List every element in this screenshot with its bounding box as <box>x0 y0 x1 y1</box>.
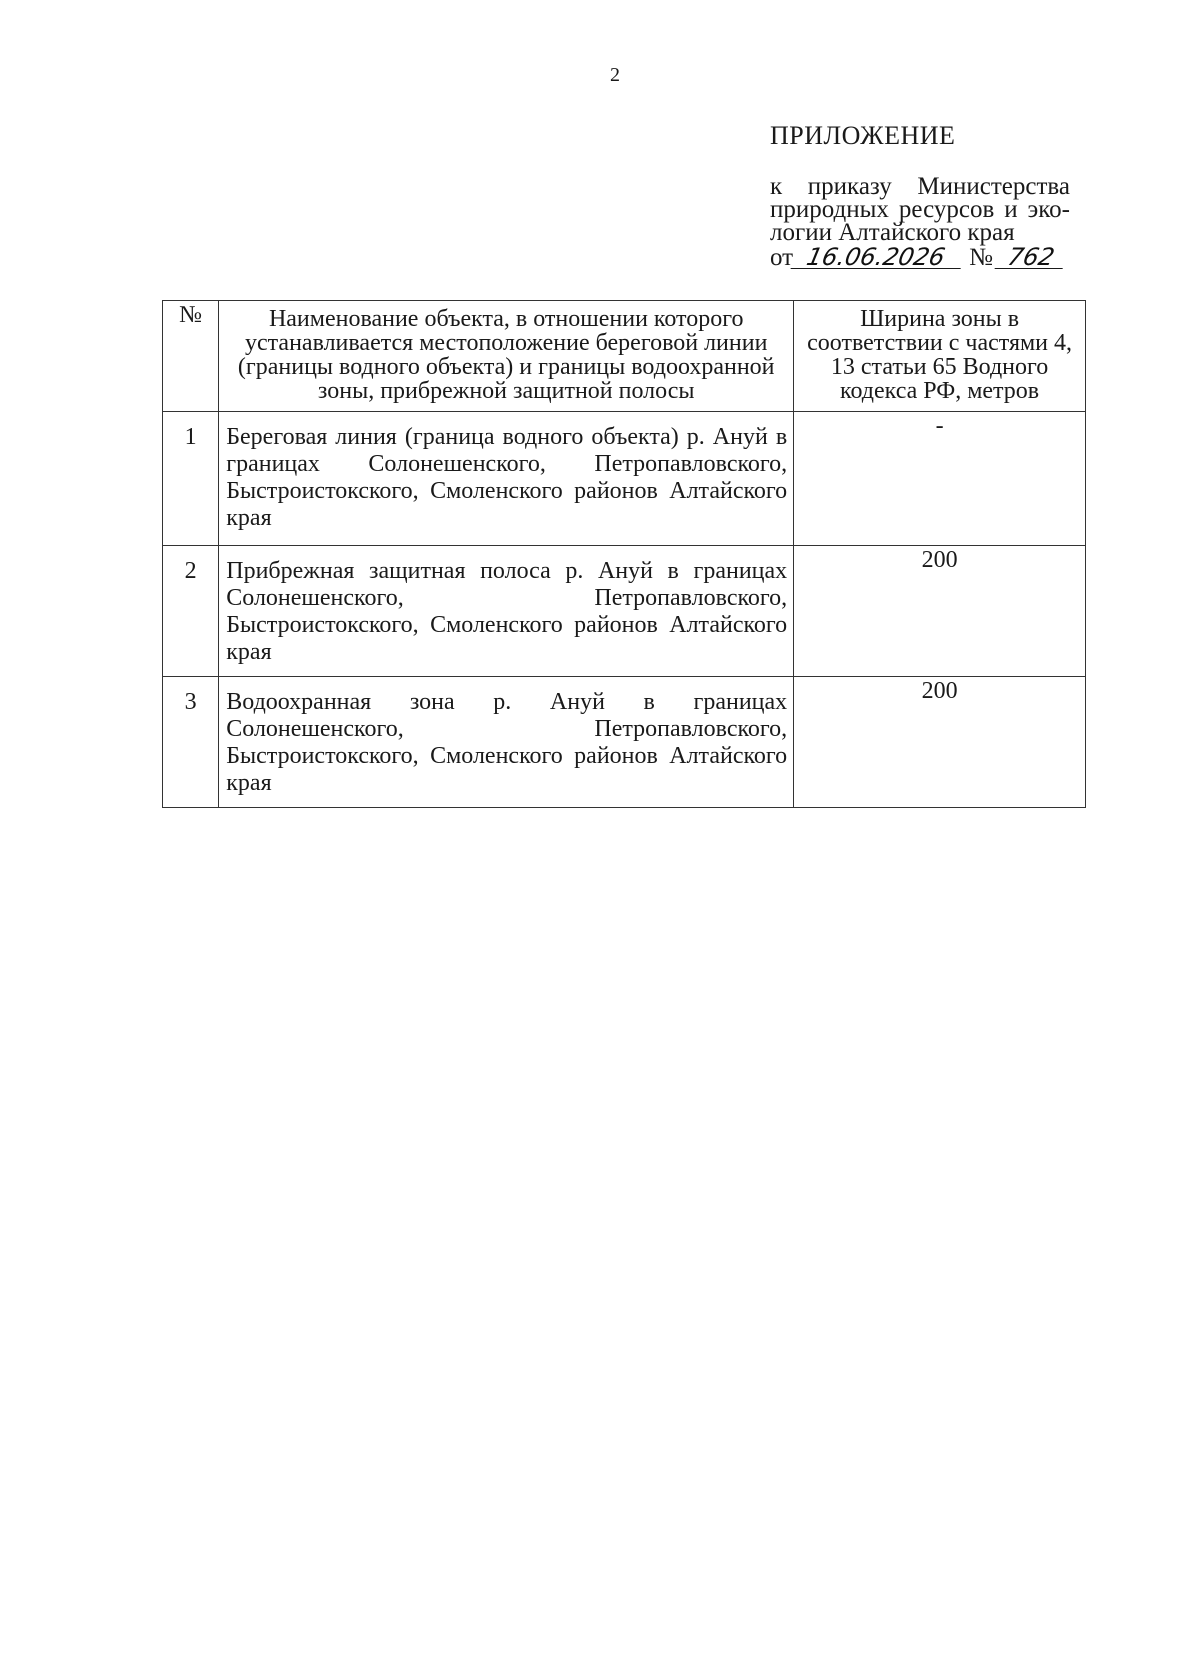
row-width: 200 <box>794 546 1086 677</box>
table-row <box>163 677 1086 808</box>
appendix-date-line <box>770 243 1070 271</box>
row-num: 2 <box>163 546 219 677</box>
handwritten-date: 16.06.2026 <box>791 246 966 269</box>
page-number: 2 <box>610 64 620 86</box>
number-sign: № <box>969 244 993 271</box>
handwritten-number: 762 <box>995 246 1068 269</box>
row-name: Береговая линия (граница водного объекта) р. Ануй в границах Солонешенского, Петропавловского, Быстроистокского, Смоленского районов Алтайского края <box>219 412 794 546</box>
date-prefix: от <box>770 244 794 271</box>
table-row <box>163 546 1086 677</box>
row-name: Прибрежная защитная полоса р. Ануй в границах Солонешенского, Петропавловского, Быстроистокского, Смоленского районов Алтайского края <box>219 546 794 677</box>
table-row <box>163 412 1086 546</box>
appendix-line-1: к приказу Министерства <box>770 173 1070 200</box>
appendix-block <box>770 121 1070 271</box>
zones-table <box>162 300 1086 808</box>
row-num: 1 <box>163 412 219 546</box>
row-width: 200 <box>794 677 1086 808</box>
row-name: Водоохранная зона р. Ануй в границах Солонешенского, Петропавловского, Быстроистокского, Смоленского районов Алтайского края <box>219 677 794 808</box>
table-header-row <box>163 301 1086 412</box>
appendix-title: ПРИЛОЖЕНИЕ <box>770 121 956 150</box>
header-num: № <box>163 301 219 412</box>
header-name: Наименование объекта, в отношении которого устанавливается местоположение береговой линии (границы водного объекта) и границы водоохранной зоны, прибрежной защитной полосы <box>219 301 794 412</box>
appendix-line-3: логии Алтайского края <box>770 219 1015 246</box>
row-num: 3 <box>163 677 219 808</box>
row-width: - <box>794 412 1086 546</box>
header-width: Ширина зоны в соответствии с частями 4, 13 статьи 65 Водного кодекса РФ, метров <box>794 301 1086 412</box>
appendix-line-2: природных ресурсов и эко- <box>770 196 1070 223</box>
